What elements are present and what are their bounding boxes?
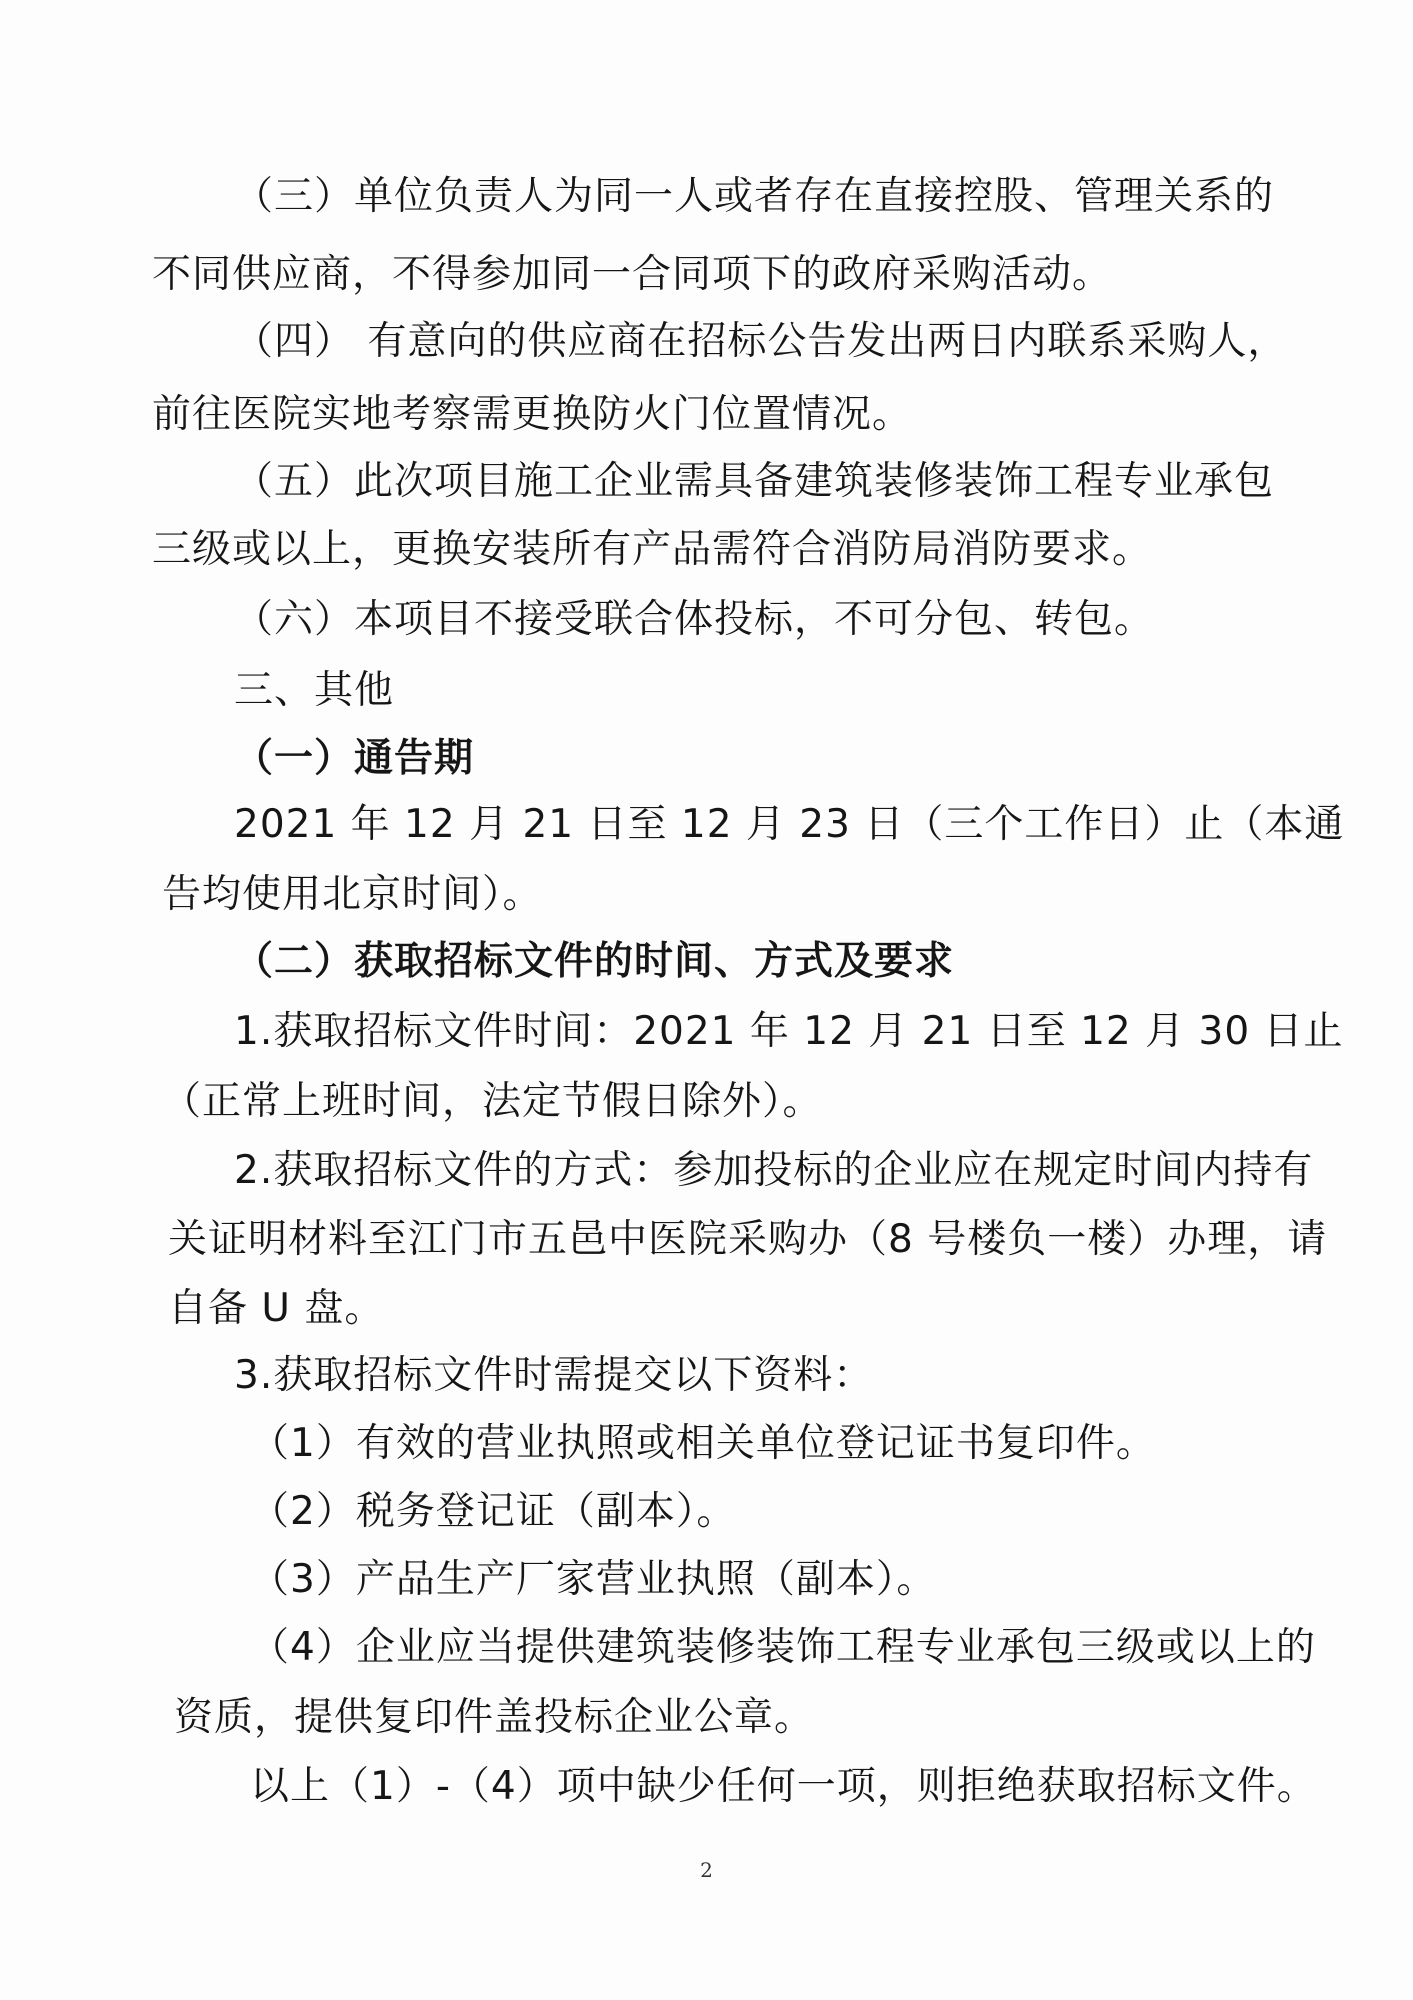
rejection-note: 以上（1）-（4）项中缺少任何一项，则拒绝获取招标文件。 xyxy=(250,1764,1317,1809)
notice-period-line-2: 告均使用北京时间）。 xyxy=(162,872,543,917)
required-item-4-line-2: 资质，提供复印件盖投标企业公章。 xyxy=(174,1695,815,1740)
paragraph-4-line-2: 前往医院实地考察需更换防火门位置情况。 xyxy=(152,392,913,437)
paragraph-4-line-1: （四） 有意向的供应商在招标公告发出两日内联系采购人， xyxy=(234,319,1288,364)
subheading-notice-period: （一）通告期 xyxy=(234,736,475,781)
paragraph-6: （六）本项目不接受联合体投标，不可分包、转包。 xyxy=(234,597,1155,642)
page-number: 2 xyxy=(700,1858,713,1882)
required-item-4-line-1: （4）企业应当提供建筑装修装饰工程专业承包三级或以上的 xyxy=(250,1625,1316,1670)
paragraph-3-line-1: （三）单位负责人为同一人或者存在直接控股、管理关系的 xyxy=(234,174,1275,219)
paragraph-5-line-1: （五）此次项目施工企业需具备建筑装修装饰工程专业承包 xyxy=(234,459,1275,504)
required-item-3: （3）产品生产厂家营业执照（副本）。 xyxy=(250,1557,937,1602)
obtain-method-line-2: 关证明材料至江门市五邑中医院采购办（8 号楼负一楼）办理，请 xyxy=(168,1217,1328,1262)
obtain-time-line-1: 1.获取招标文件时间：2021 年 12 月 21 日至 12 月 30 日止 xyxy=(234,1009,1344,1054)
subheading-obtain-documents: （二）获取招标文件的时间、方式及要求 xyxy=(234,939,955,984)
paragraph-3-line-2: 不同供应商，不得参加同一合同项下的政府采购活动。 xyxy=(152,252,1113,297)
required-item-2: （2）税务登记证（副本）。 xyxy=(250,1489,737,1534)
obtain-method-line-1: 2.获取招标文件的方式：参加投标的企业应在规定时间内持有 xyxy=(234,1148,1314,1193)
notice-period-line-1: 2021 年 12 月 21 日至 12 月 23 日（三个工作日）止（本通 xyxy=(234,802,1345,847)
required-item-1: （1）有效的营业执照或相关单位登记证书复印件。 xyxy=(250,1421,1156,1466)
section-heading-other: 三、其他 xyxy=(234,668,395,713)
required-materials-heading: 3.获取招标文件时需提交以下资料： xyxy=(234,1353,874,1398)
obtain-method-line-3: 自备 U 盘。 xyxy=(168,1286,385,1331)
paragraph-5-line-2: 三级或以上，更换安装所有产品需符合消防局消防要求。 xyxy=(152,527,1153,572)
obtain-time-line-2: （正常上班时间，法定节假日除外）。 xyxy=(162,1079,823,1124)
